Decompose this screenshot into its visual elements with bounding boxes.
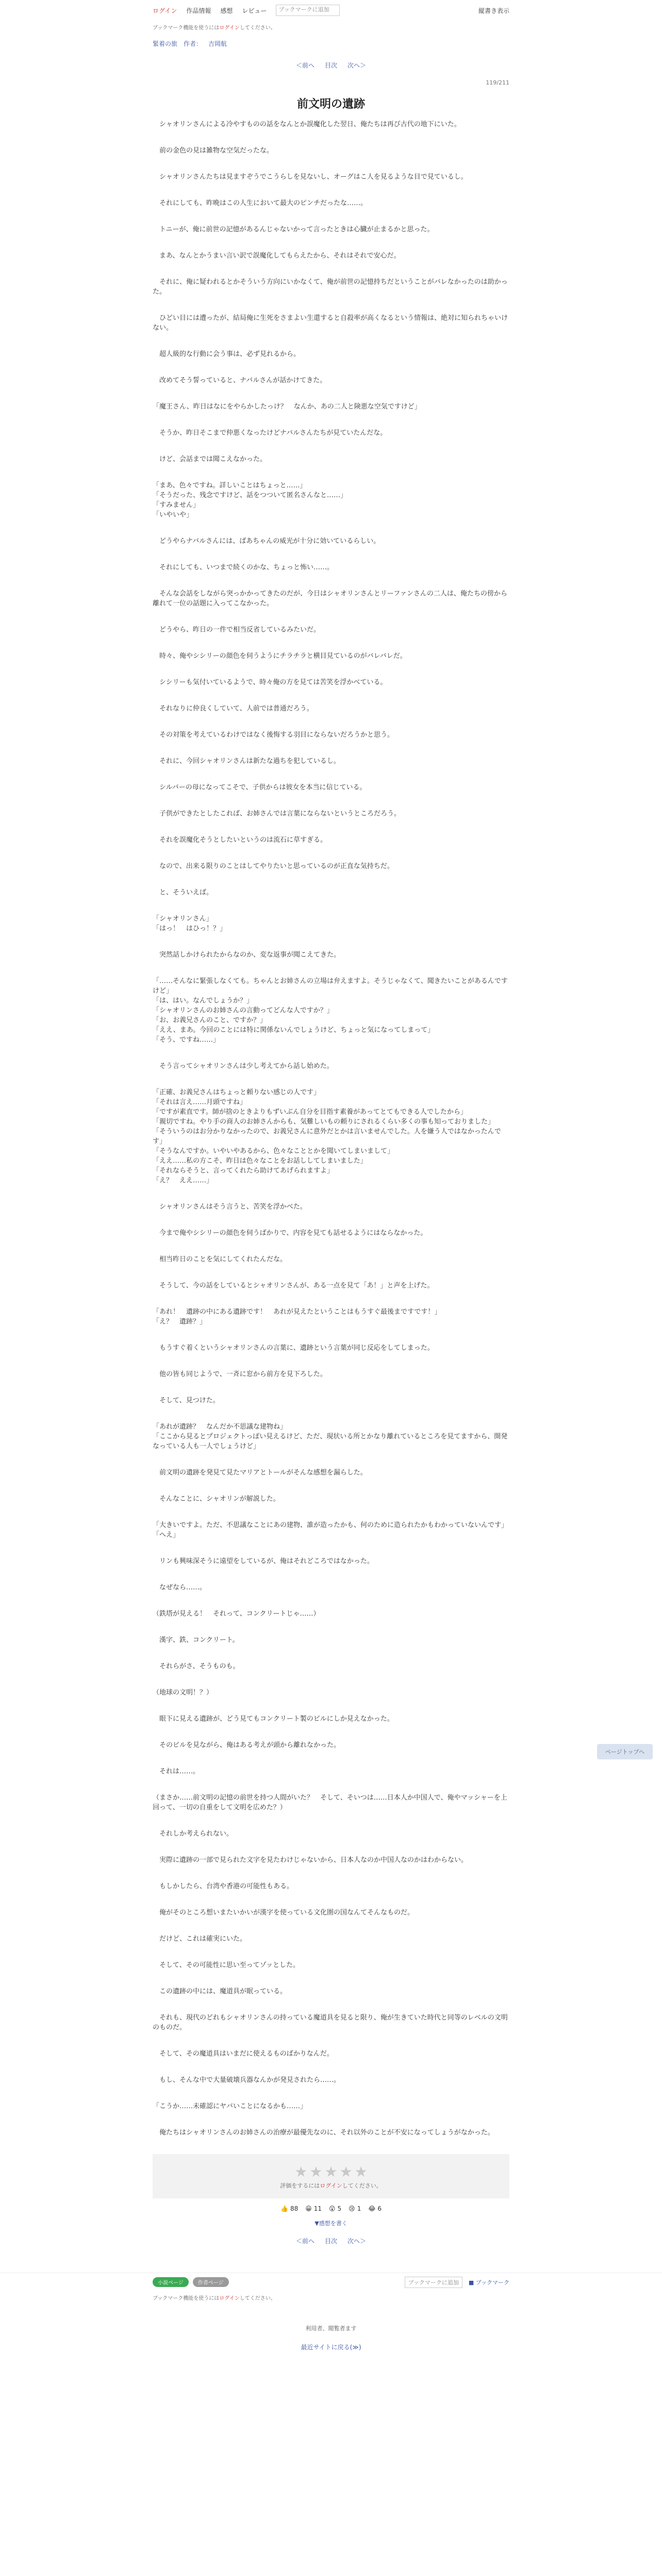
reactions-bar <box>153 2198 509 2219</box>
reaction-count: 6 <box>377 2205 382 2212</box>
reaction-cry[interactable] <box>349 2205 361 2212</box>
bottom-bar <box>0 2273 662 2291</box>
body-paragraph: 今まで俺やシシリーの顔色を伺うばかりで、内容を見ても話せるようにはならなかった。 <box>153 1229 427 1237</box>
body-paragraph: 「シャオリンさん」 「はっ！ はひっ！？」 <box>153 915 227 933</box>
cry-icon: 😢 <box>349 2205 355 2212</box>
body-paragraph: もしかしたら、台湾や香港の可能性もある。 <box>153 1883 294 1890</box>
pager-bottom <box>153 2229 509 2252</box>
body-paragraph: 「大きいですよ。ただ、不思議なことにあの建物、誰が造ったかも、何のために造られたかもわかっていないんです」 「へえ」 <box>153 1521 508 1539</box>
site-top-link[interactable]: 最近サイトに戻る(≫) <box>301 2344 361 2351</box>
body-paragraph: 他の皆も同じようで、一斉に窓から前方を見下ろした。 <box>153 1370 327 1378</box>
body-paragraph: 突然話しかけられたからなのか、変な返事が聞こえてきた。 <box>153 951 341 959</box>
body-paragraph: それにしても、いつまで続くのかな、ちょっと怖い……。 <box>153 564 334 571</box>
rating-box <box>153 2154 509 2198</box>
footer <box>0 2324 662 2351</box>
body-paragraph: 「こうか……未確認にヤバいことになるかも……」 <box>153 2103 307 2110</box>
page-top-button[interactable]: ページトップへ <box>597 1744 653 1759</box>
body-paragraph: そして、見つけた。 <box>153 1397 220 1404</box>
pager-top <box>153 54 509 76</box>
body-paragraph: 「魔王さん、昨日はなにをやらかしたっけ？ なんか、あの二人と険悪な空気ですけど」 <box>153 403 421 411</box>
body-paragraph: それなりに仲良くしていて、人前では普通だろう。 <box>153 705 313 713</box>
body-paragraph: それは……。 <box>153 1768 200 1775</box>
body-paragraph: 俺がそのところ想いまたいかいが漢字を使っている文化圏の国なんてそんなものだ。 <box>153 1909 415 1917</box>
body-paragraph: 「……そんなに緊張しなくても。ちゃんとお姉さんの立場は弁えますよ。そうじゃなくて、聞きたいことがあるんですけど」 「は、はい。なんでしょうか？」 「シャオリンさんのお姉さんの言動ってどんな人ですか？」 「お、お義兄さんのこと、ですか？」 「ええ、まあ。今回のことには特に関係ないんでしょうけど、ちょっと気になってしまって」 「そう、ですね……」 <box>153 977 508 1044</box>
toc-link[interactable]: 目次 <box>324 61 337 69</box>
body-paragraph: それに、俺に疑われるとかそういう方向にいかなくて、俺が前世の記憶持ちだということがバレなかったのは助かった。 <box>153 278 508 296</box>
body-paragraph: 超人級的な行動に会う事は、必ず見れるから。 <box>153 350 301 358</box>
episode-title: 前文明の遺跡 <box>296 98 365 111</box>
toc-link[interactable]: 目次 <box>324 2237 337 2245</box>
body-paragraph: ひどい目には遭ったが、結局俺に生死をさまよい生還すると自殺率が高くなるという情報は、絶対に知られちゃいけない。 <box>153 314 508 332</box>
main-content <box>153 54 509 2252</box>
bookmark-add-button[interactable]: ブックマークに追加 <box>276 5 340 16</box>
body-paragraph: と、そういえば。 <box>153 889 213 896</box>
reaction-count: 88 <box>290 2205 299 2212</box>
bookmark-note-login-link[interactable]: ログイン <box>219 2295 240 2301</box>
body-paragraph: もうすぐ着くというシャオリンさんの言葉に、遺跡という言葉が同じ反応をしてしまった。 <box>153 1344 434 1352</box>
laugh-icon: 😂 <box>368 2205 376 2212</box>
body-paragraph: シャオリンさんによる冷やすものの話をなんとか誤魔化した翌日、俺たちは再び古代の地下にいた。 <box>153 121 461 128</box>
body-paragraph: その対策を考えているわけではなく後悔する羽目にならないだろうかと思う。 <box>153 731 394 739</box>
reaction-smile[interactable] <box>305 2205 322 2212</box>
body-paragraph: 俺たちはシャオリンさんのお姉さんの治療が最優先なのに、それ以外のことが不安になってしょうがなかった。 <box>153 2129 494 2137</box>
body-paragraph: そのビルを見ながら、俺はある考えが頭から離れなかった。 <box>153 1741 341 1749</box>
bookmark-add-button-bottom[interactable]: ブックマークに追加 <box>405 2277 462 2288</box>
top-nav <box>0 0 662 21</box>
prev-link[interactable]: ＜前へ <box>295 2237 315 2245</box>
body-paragraph: 「あれが遺跡？ なんだか不思議な建物ね」 「ここから見るとプロジェクトっぽい見えるけど、ただ、現状いる所とかなり離れているところを見てますから、開発なっている人も一人でしょうけど」 <box>153 1423 508 1450</box>
body-paragraph: 時々、俺やシシリーの顔色を伺うようにチラチラと横目見ているのがバレバレだ。 <box>153 652 407 660</box>
body-paragraph: （地球の文明！？） <box>153 1689 213 1697</box>
reaction-laugh[interactable] <box>368 2205 382 2212</box>
nav-link-reviews[interactable]: レビュー <box>242 7 267 14</box>
episode-body <box>153 120 509 2138</box>
prev-link[interactable]: ＜前へ <box>295 61 315 69</box>
body-paragraph: だけど、これは確実にいた。 <box>153 1935 247 1943</box>
star-icon[interactable]: ★ <box>294 2163 308 2180</box>
breadcrumb <box>0 33 662 54</box>
body-paragraph: 眼下に見える遺跡が、どう見てもコンクリート製のビルにしか見えなかった。 <box>153 1715 394 1723</box>
episode-number: 119/211 <box>486 79 509 86</box>
breadcrumb-series[interactable]: 緊着の旅 <box>153 40 178 47</box>
body-paragraph: それしか考えられない。 <box>153 1830 234 1838</box>
body-paragraph: それに、今回シャオリンさんは新たな過ちを犯しているし。 <box>153 757 340 765</box>
bookmark-link[interactable]: ■ ブックマーク <box>468 2279 509 2286</box>
novel-page-button[interactable]: 小説ページ <box>153 2277 189 2287</box>
body-paragraph: （鉄塔が見える！ それって、コンクリートじゃ……） <box>153 1610 320 1618</box>
write-impression-link[interactable]: ▼感想を書く <box>315 2220 347 2227</box>
body-paragraph: 漢字、鉄、コンクリート。 <box>153 1636 239 1644</box>
reaction-count: 11 <box>313 2205 322 2212</box>
body-paragraph: それも、現代のどれもシャオリンさんの持っている魔道具を見ると限り、俺が生きていた時代と同等のレベルの文明のものだ。 <box>153 2014 508 2031</box>
thumbs-up-icon: 👍 <box>280 2205 288 2212</box>
body-paragraph: なので、出来る限りのことはしてやりたいと思っているのが正直な気持ちだ。 <box>153 862 394 870</box>
bookmark-note-bottom <box>0 2291 662 2303</box>
rating-note <box>280 2181 382 2190</box>
body-paragraph: なぜなら……。 <box>153 1584 207 1591</box>
body-paragraph: そうして、今の話をしているとシャオリンさんが、ある一点を見て「あ！」と声を上げた。 <box>153 1282 434 1290</box>
body-paragraph: 「正確、お義兄さんはちょっと頼りない感じの人です」 「それは言え……月頭ですね」 「ですが素直です。師が捨のときよりもずいぶん自分を目指す素養があってとてもできる人でしたから」 「親切ですね。やり手の商人のお姉さんからも、気難しいもの頼りにされるくらい多くの事も知っておりました」 「そういうのはお分かりなかったので、お義兄さんに意外だとかは言いませんでした。人を嫌う人ではなかったんです」 「そうなんですか。いやいやあるから、色々なこととかを聞いてしまいまして」 「ええ……私の方こそ、昨日は色々なことをお話ししてしまいました」 「それならそうと、言ってくれたら助けてあげられますよ」 「え？ ええ……」 <box>153 1089 501 1184</box>
body-paragraph: どうやら、昨日の一件で相当反省しているみたいだ。 <box>153 626 321 634</box>
bookmark-note-text: ブックマーク機能を使うには <box>153 25 220 31</box>
body-paragraph: そして、その可能性に思い至ってゾッとした。 <box>153 1961 300 1969</box>
surprise-icon: 😮 <box>329 2205 336 2212</box>
body-paragraph: この遺跡の中には、魔道具が眠っている。 <box>153 1988 287 1995</box>
login-link[interactable]: ログイン <box>153 7 177 14</box>
body-paragraph: リンも興味深そうに遠望をしているが、俺はそれどころではなかった。 <box>153 1557 374 1565</box>
reaction-surprise[interactable] <box>329 2205 341 2212</box>
body-paragraph: まあ、なんとかうまい言い訳で誤魔化してもらえたから、それはそれで安心だ。 <box>153 252 401 260</box>
star-icon[interactable]: ★ <box>339 2163 353 2180</box>
body-paragraph: そう言ってシャオリンさんは少し考えてから話し始めた。 <box>153 1062 334 1070</box>
body-paragraph: 相当昨日のことを気にしてくれたんだな。 <box>153 1256 287 1263</box>
body-paragraph: 実際に遺跡の一部で見られた文字を見たわけじゃないから、日本人なのか中国人なのかはわからない。 <box>153 1856 468 1864</box>
bookmark-note-suffix: してください。 <box>239 2295 276 2301</box>
star-icon[interactable]: ★ <box>309 2163 323 2180</box>
body-paragraph: それにしても、昨晩はこの人生において最大のピンチだったな……。 <box>153 199 368 207</box>
body-paragraph: そして、その魔道具はいまだに使えるものばかりなんだ。 <box>153 2050 334 2058</box>
body-paragraph: もし、そんな中で大量破壊兵器なんかが発見されたら……。 <box>153 2076 341 2084</box>
body-paragraph: シャオリンさんはそう言うと、苦笑を浮かべた。 <box>153 1203 307 1211</box>
smile-icon: 😀 <box>305 2205 312 2212</box>
body-paragraph: シルバーの母になってこそで、子供からは彼女を本当に信じている。 <box>153 784 367 791</box>
body-paragraph: 前文明の遺跡を発見て見たマリアとトールがそんな感想を漏らした。 <box>153 1469 367 1477</box>
bookmark-note-suffix: してください。 <box>239 25 276 31</box>
body-paragraph: （まさか……前文明の記憶の前世を持つ人間がいた？ そして、そいつは……日本人か中国人で、俺やマッシャーを上回って、一切の自重をして文明を広めた？） <box>153 1794 507 1811</box>
body-paragraph: 子供ができたとしたこれば、お姉さんでは言葉にならないというところだろう。 <box>153 810 401 818</box>
vertical-view-link[interactable]: 縦書き表示 <box>478 7 509 14</box>
rating-note-suffix: してください。 <box>342 2182 382 2189</box>
next-link[interactable]: 次へ＞ <box>347 2237 367 2245</box>
body-paragraph: シシリーも気付いているようで、時々俺の方を見ては苦笑を浮かべている。 <box>153 679 387 686</box>
body-paragraph: 「まあ、色々ですね。詳しいことはちょっと……」 「そうだった、残念ですけど、話をつついて匿名さんなと……」 「すみません」 「いやいや」 <box>153 482 347 519</box>
rating-note-text: 評価をするには <box>280 2182 320 2189</box>
reaction-thumbs-up[interactable] <box>280 2205 298 2212</box>
body-paragraph: 改めてそう誓っていると、ナバルさんが話かけてきた。 <box>153 377 327 384</box>
body-paragraph: それらがさ、そうものも。 <box>153 1663 240 1670</box>
body-paragraph: どうやらナバルさんには、ばあちゃんの威光が十分に効いているらしい。 <box>153 537 380 545</box>
body-paragraph: そんなことに、シャオリンが解説した。 <box>153 1495 280 1503</box>
breadcrumb-author-label: 作者： <box>184 40 203 47</box>
reaction-count: 1 <box>357 2205 361 2212</box>
rating-login-link[interactable]: ログイン <box>320 2182 342 2189</box>
author-page-button[interactable]: 作者ページ <box>193 2277 229 2287</box>
body-paragraph: それを誤魔化そうとしたいというのは流石に草すぎる。 <box>153 836 327 844</box>
next-link[interactable]: 次へ＞ <box>347 61 367 69</box>
breadcrumb-author[interactable]: 吉岡航 <box>208 40 227 47</box>
nav-link-impressions[interactable]: 感想 <box>220 7 233 14</box>
star-icon[interactable]: ★ <box>354 2163 368 2180</box>
footer-text: 利用者、閲覧者ます <box>305 2325 357 2332</box>
bookmark-note <box>0 21 662 33</box>
nav-link-info[interactable]: 作品情報 <box>186 7 211 14</box>
rating-stars <box>294 2163 368 2180</box>
reaction-count: 5 <box>337 2205 342 2212</box>
bookmark-note-text: ブックマーク機能を使うには <box>153 2295 220 2301</box>
star-icon[interactable]: ★ <box>324 2163 338 2180</box>
body-paragraph: シャオリンさんたちは見ますぞうでこうらしを見ないし、オーグはこ人を見るような目で見ているし。 <box>153 173 468 181</box>
body-paragraph: そんな会話をしながら突っかかってきたのだが、今日はシャオリンさんとリーファンさんの二人は、俺たちの傍から離れて一位の話題に入ってこなかった。 <box>153 590 507 607</box>
bookmark-note-login-link[interactable]: ログイン <box>219 25 240 31</box>
body-paragraph: 前の金色の見は雑物な空気だったな。 <box>153 147 274 155</box>
body-paragraph: 「あれ！ 遺跡の中にある遺跡です！ あれが見えたということはもうすぐ最後まですです！」 「え？ 遺跡？」 <box>153 1308 441 1326</box>
body-paragraph: けど、会話までは聞こえなかった。 <box>153 455 267 463</box>
body-paragraph: トニーが、俺に前世の記憶があるんじゃないかって言ったときは心臓が止まるかと思った。 <box>153 226 434 233</box>
body-paragraph: そうか、昨日そこまで仲悪くなったけどナバルさんたちが見ていたんだな。 <box>153 429 387 437</box>
